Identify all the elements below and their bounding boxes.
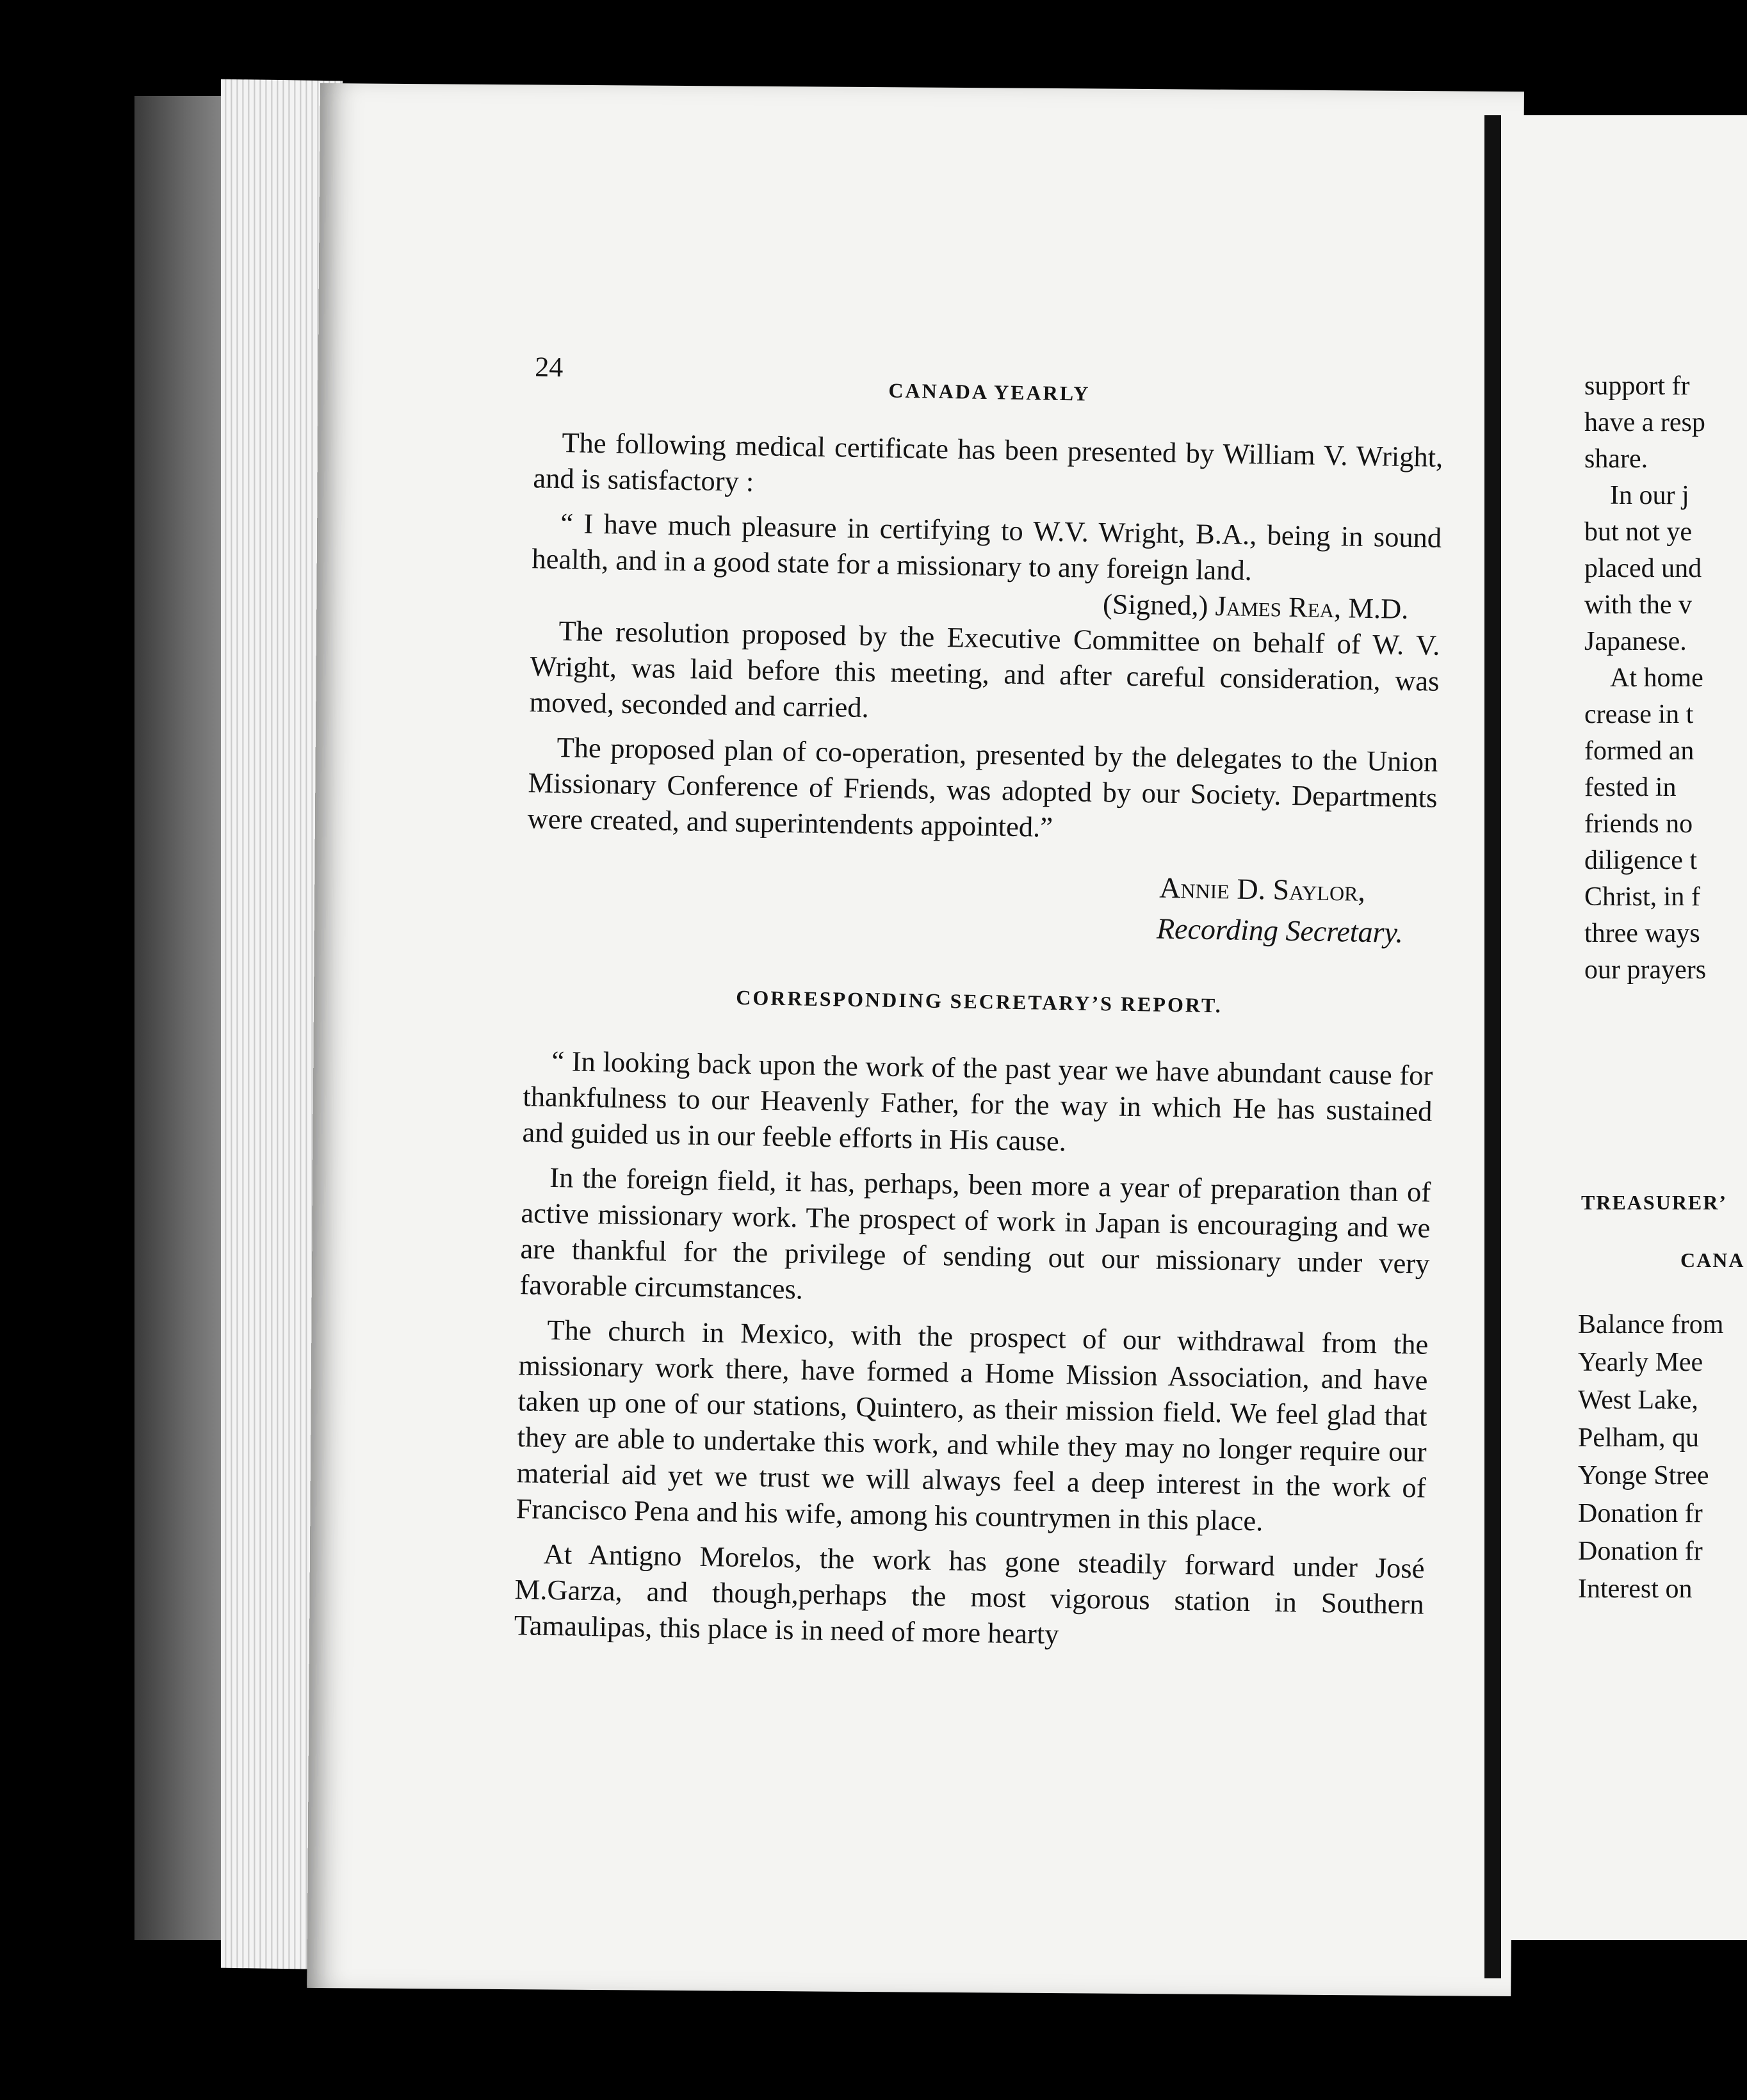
right-line: share. [1584, 444, 1648, 474]
paragraph-cooperation: The proposed plan of co-operation, presented by the delegates to the Union Missionary Conference of Friends, was adopted by our Society. Departments were created, and superintendents appointed.” [527, 731, 1438, 843]
certificate-quote-text: “ I have much pleasure in certifying to W.V. Wright, B.A., being in sound health, and in a good state for a missionary to any foreign land. [532, 507, 1442, 586]
right-line: fested in [1584, 773, 1677, 802]
report-body [514, 1042, 1433, 1658]
ledger-line: Donation fr [1578, 1499, 1703, 1528]
report-paragraph: In the foreign field, it has, perhaps, been more a year of preparation than of active missionary work. The prospect of work in Japan is encouraging and we are thankful for the privilege of sending out our missionary under very favorable circumstances. [519, 1161, 1431, 1305]
right-heading-treasurer: TREASURER’ [1581, 1191, 1728, 1214]
certificate-signed: (Signed,) [1102, 588, 1208, 622]
right-line: crease in t [1584, 700, 1694, 729]
right-line: In our j [1610, 481, 1689, 510]
right-line: Christ, in f [1584, 882, 1700, 912]
right-line: At home [1610, 663, 1703, 693]
signature-name: Annie D. Saylor, [1158, 871, 1366, 907]
right-ledger [1578, 1306, 1723, 1608]
body-text [514, 424, 1443, 1667]
report-paragraph: “ In looking back upon the work of the past year we have abundant cause for thankfulness to our Heavenly Father, for the way in which He has sustained and guided us in our feeble efforts in His cause. [522, 1044, 1433, 1158]
ledger-line: Donation fr [1578, 1537, 1703, 1566]
signature-title: Recording Secretary. [1156, 912, 1404, 949]
right-line: have a resp [1584, 408, 1705, 437]
report-paragraph: At Antigno Morelos, the work has gone steadily forward under José M.Garza, and though,perhaps the most vigorous station in Southern Tamaulipas, this place is in need of more hearty [514, 1537, 1425, 1651]
ledger-line: Yonge Stree [1578, 1461, 1709, 1490]
book-cover-edge [134, 96, 231, 1940]
right-line: our prayers [1584, 955, 1707, 985]
ledger-line: West Lake, [1578, 1385, 1698, 1415]
page-number: 24 [535, 351, 564, 384]
paragraph-resolution: The resolution proposed by the Executive Committee on behalf of W. V. Wright, was laid before this meeting, and after careful consideration, was moved, seconded and carried. [529, 615, 1440, 724]
section-heading: CORRESPONDING SECRETARY’S REPORT. [736, 985, 1223, 1017]
book-gutter [1484, 115, 1501, 1978]
ledger-line: Yearly Mee [1578, 1348, 1703, 1377]
right-line: three ways [1584, 919, 1700, 948]
right-line: support fr [1584, 371, 1690, 401]
right-line: placed und [1584, 554, 1702, 583]
right-line: with the v [1584, 590, 1692, 620]
running-head: CANADA YEARLY [888, 378, 1091, 405]
ledger-line: Interest on [1578, 1574, 1693, 1604]
left-page [307, 83, 1524, 1996]
right-line: but not ye [1584, 517, 1692, 547]
right-line: friends no [1584, 809, 1693, 839]
right-page [1501, 115, 1747, 1940]
certificate-signer: James Rea, M.D. [1215, 590, 1409, 626]
right-line: Japanese. [1584, 627, 1687, 656]
paragraph-certificate-quote [532, 505, 1442, 626]
report-paragraph: The church in Mexico, with the prospect of our withdrawal from the missionary work there, have formed a Home Mission Association, and have taken up one of our stations, Quintero, as their mission field. We feel glad that they are able to undertake this work, and while they may no longer require our material aid yet we trust we will always feel a deep interest in the work of Francisco Pena and his wife, among his countrymen in this place. [516, 1313, 1429, 1537]
left-page-text-block [514, 267, 1446, 1651]
ledger-line: Pelham, qu [1578, 1423, 1699, 1453]
right-line: formed an [1584, 736, 1694, 766]
right-heading-canada: CANA [1680, 1248, 1745, 1272]
right-page-text [1584, 368, 1747, 989]
right-line: diligence t [1584, 846, 1698, 875]
ledger-line: Balance from [1578, 1310, 1724, 1339]
paragraph-medical-certificate: The following medical certificate has been presented by William V. Wright, and is satisfactory : [533, 426, 1443, 498]
